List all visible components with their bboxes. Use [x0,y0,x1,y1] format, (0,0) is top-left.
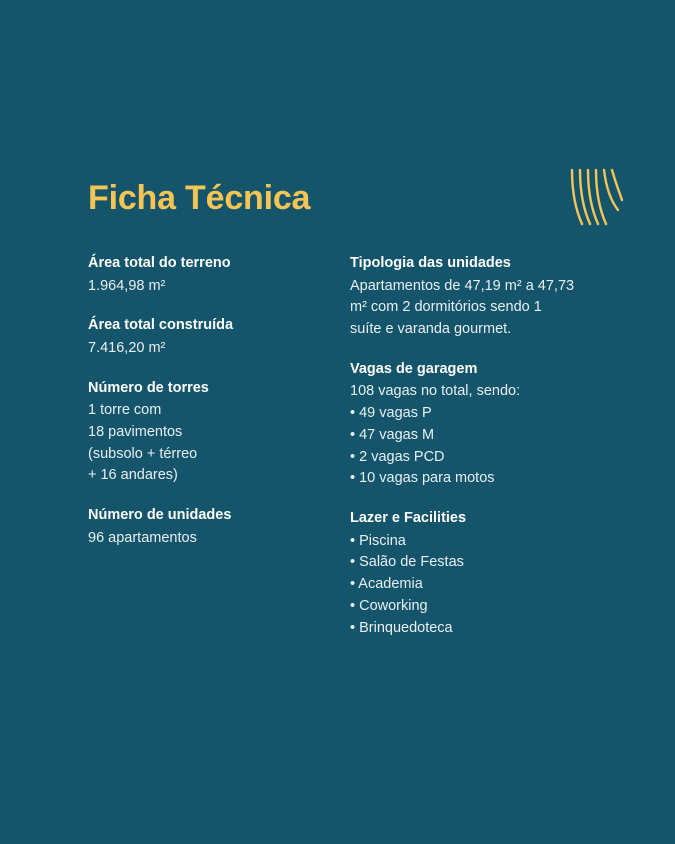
spec-line: suíte e varanda gourmet. [350,321,512,338]
specs-column-left [88,254,318,639]
spec-line: • 47 vagas M [350,426,435,443]
spec-line: m² com 2 dormitórios sendo 1 [350,299,542,316]
spec-line: • Piscina [350,532,406,549]
wave-lines-logo [568,166,624,228]
spec-line: • Academia [350,576,423,593]
spec-line: • Salão de Festas [350,554,464,571]
spec-heading: Tipologia das unidades [350,255,511,271]
spec-heading: Lazer e Facilities [350,510,467,527]
spec-block [350,254,608,341]
spec-line: + 16 andares) [88,467,178,484]
specs-columns [88,254,608,639]
spec-heading: Número de unidades [88,507,232,524]
spec-line: 1.964,98 m² [88,277,166,294]
spec-block [88,254,318,297]
spec-line: Apartamentos de 47,19 m² a 47,73 [350,277,575,294]
spec-heading: Área total do terreno [88,255,231,271]
spec-block [350,360,608,490]
spec-line: • Brinquedoteca [350,619,453,636]
spec-line: 96 apartamentos [88,529,197,546]
spec-block [88,316,318,359]
spec-block [88,506,318,549]
spec-heading: Vagas de garagem [350,360,478,377]
spec-line: 18 pavimentos [88,423,183,440]
page-title: Ficha Técnica [88,179,311,217]
spec-line: • 49 vagas P [350,405,432,422]
spec-heading: Área total construída [88,317,234,334]
spec-block [88,379,318,488]
spec-block [350,509,608,639]
spec-line: 7.416,20 m² [88,339,166,356]
spec-line: • 2 vagas PCD [350,448,445,465]
spec-line: (subsolo + térreo [88,445,198,462]
spec-line: • Coworking [350,597,428,614]
spec-line: 108 vagas no total, sendo: [350,383,521,400]
spec-heading: Número de torres [88,379,209,396]
specs-column-right [350,254,608,639]
spec-line: • 10 vagas para motos [350,470,495,487]
spec-line: 1 torre com [88,402,162,419]
